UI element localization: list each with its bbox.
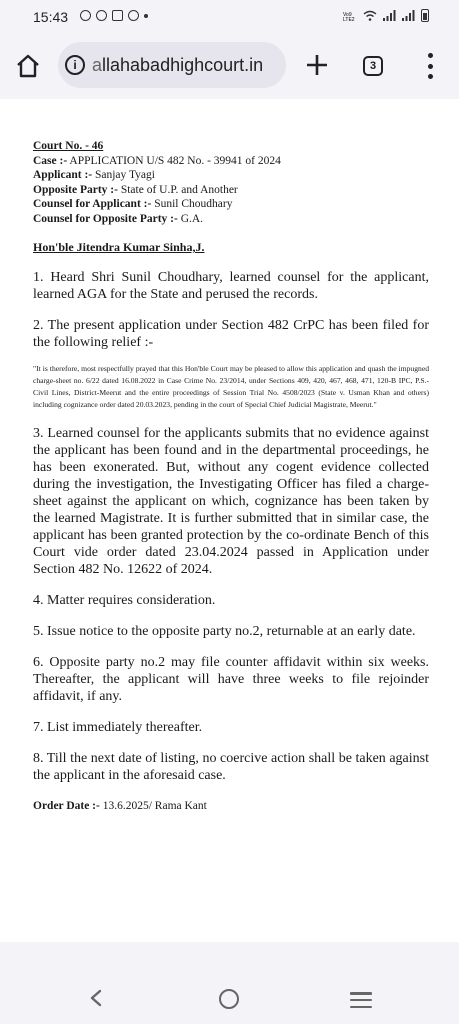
case-line [33,154,429,169]
order-date [33,800,429,812]
notification-chat-icon [128,10,139,21]
counsel-applicant-label: Counsel for Applicant :- [33,198,152,210]
battery-icon [421,9,429,22]
system-navigation-bar [0,942,459,1024]
paragraph-7: 7. List immediately thereafter. [33,719,203,735]
relief-quote: "It is therefore, most respectfully prayed that this Hon'ble Court may be pleased to allow this application and quash the impugned charge-sheet no. 6/22 dated 16.08.2022 in Case Crime No. 23/2014, under Sections 409, 420, 467, 468, 471, 120-B IPC, P.S.- Civil Lines, District-Meerut and the entire proceedings of Session Trial No. 4508/2023 (State v. Usman Khan and others) including cognizance order dated 20.03.2023, pending in the court of Special Chief Judicial Magistrate, Meerut." [33,364,429,409]
more-notifications-dot-icon [144,14,148,18]
opposite-party-line [33,183,429,198]
order-date-value: 13.6.2025/ Rama Kant [99,799,207,812]
site-info-icon[interactable]: i [65,55,85,75]
applicant-value: Sanjay Tyagi [92,169,155,181]
notification-icons [80,10,148,21]
order-date-label: Order Date :- [33,799,100,812]
wifi-icon [363,10,377,21]
recents-menu-icon[interactable] [350,992,372,1008]
status-bar [0,0,459,34]
signal-icon [383,10,396,21]
notification-app-icon [80,10,91,21]
url-faded-prefix: a [92,54,103,75]
notification-app-icon [96,10,107,21]
svg-text:Vo9: Vo9 [343,11,352,18]
counsel-applicant-value: Sunil Choudhary [151,198,233,210]
paragraph-3: 3. Learned counsel for the applicants submits that no evidence against the applicant has been found and in the departmental proceedings, he has been exonerated. But, without any cogent evidence collected during the investigation, the Investigating Officer has filed a charge-sheet against the applicant on which, cognizance has been taken by the learned Magistrate. It is further submitted that in similar case, the applicant has been granted protection by the co-ordinate Bench of this Court vide order dated 23.04.2024 passed in Application under Section 482 No. 12622 of 2024. [33,425,429,577]
address-bar[interactable] [58,42,286,88]
home-circle-icon[interactable] [219,989,239,1009]
case-label: Case :- [33,154,68,167]
notification-app-icon [112,10,123,21]
paragraph-6: 6. Opposite party no.2 may file counter affidavit within six weeks. Thereafter, the applicant will have three weeks to file rejoinder affidavit, if any. [33,654,429,704]
paragraph-2: 2. The present application under Section 482 CrPC has been filed for the following relief :- [33,318,429,350]
svg-text:LTE2: LTE2 [343,16,355,22]
court-order-document [33,139,429,812]
case-value: APPLICATION U/S 482 No. - 39941 of 2024 [67,154,281,167]
web-page-content [0,99,459,942]
paragraph-8: 8. Till the next date of listing, no coercive action shall be taken against the applicant in the aforesaid case. [33,750,429,783]
url-text[interactable] [92,55,280,76]
counsel-applicant-line [33,197,429,212]
opposite-party-label: Opposite Party :- [33,183,118,196]
counsel-opposite-line [33,212,429,227]
tab-switcher-button[interactable]: 3 [363,56,383,76]
browser-toolbar [0,34,459,98]
applicant-line [33,168,429,183]
back-chevron-icon[interactable] [88,989,104,1007]
paragraph-5: 5. Issue notice to the opposite party no.2, returnable at an early date. [33,623,416,639]
volte-icon [343,10,357,22]
court-number: Court No. - 46 [33,140,104,152]
signal-icon-2 [402,10,415,21]
more-options-icon[interactable] [424,53,436,79]
paragraph-4: 4. Matter requires consideration. [33,592,216,608]
home-icon[interactable] [14,52,42,80]
url-domain: llahabadhighcourt.in [102,54,264,75]
counsel-opposite-label: Counsel for Opposite Party :- [33,212,178,225]
counsel-opposite-value: G.A. [177,212,204,225]
new-tab-plus-icon[interactable] [304,52,330,78]
system-status-icons [343,9,429,22]
applicant-label: Applicant :- [33,169,93,181]
status-time: 15:43 [33,9,69,25]
paragraph-1: 1. Heard Shri Sunil Choudhary, learned counsel for the applicant, learned AGA for the State and perused the records. [33,270,429,302]
opposite-party-value: State of U.P. and Another [117,183,238,196]
judge-name: Hon'ble Jitendra Kumar Sinha,J. [33,240,205,254]
